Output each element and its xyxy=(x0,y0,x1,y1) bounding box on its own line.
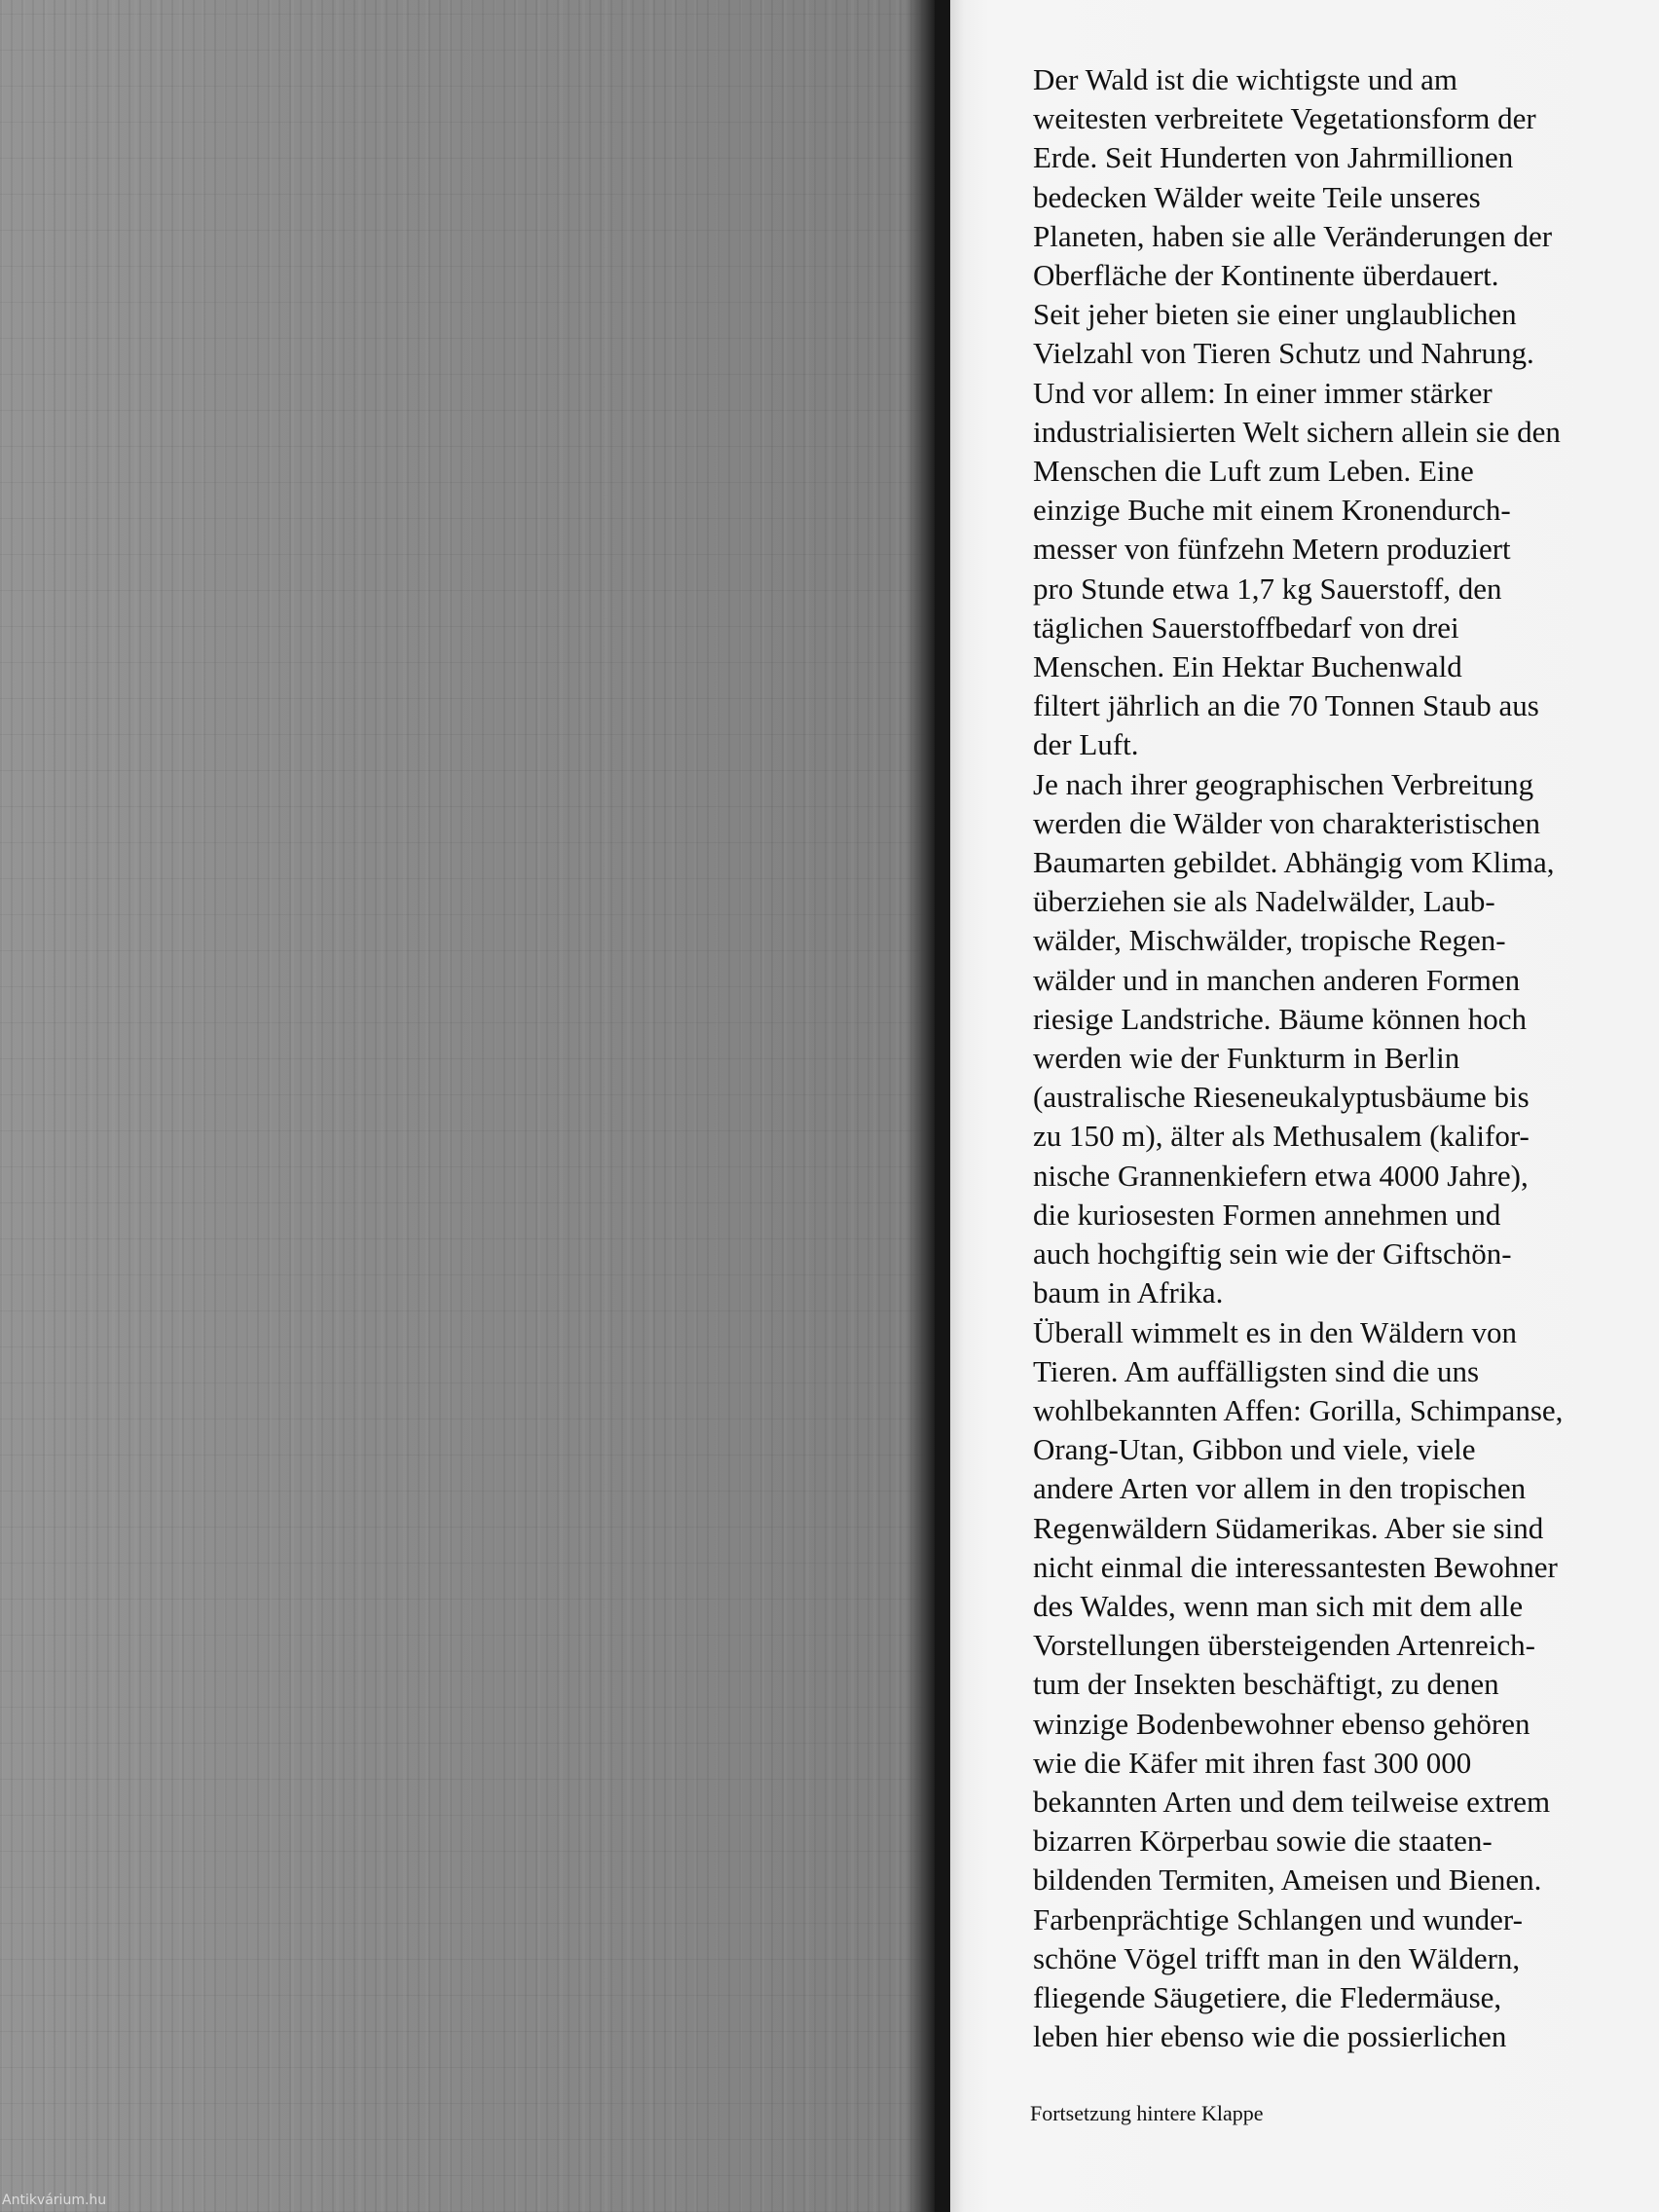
text-line: (australische Rieseneukalyptusbäume bis xyxy=(1033,1080,1530,1115)
text-line: der Luft. xyxy=(1033,727,1139,762)
text-line: baum in Afrika. xyxy=(1033,1275,1224,1310)
text-line: täglichen Sauerstoffbedarf von drei xyxy=(1033,609,1459,645)
watermark: Antikvárium.hu xyxy=(2,2193,107,2208)
spine-gap xyxy=(935,0,950,2212)
text-line: bizarren Körperbau sowie die staaten- xyxy=(1033,1824,1493,1859)
text-line: Und vor allem: In einer immer stärker xyxy=(1033,375,1493,410)
text-line: nische Grannenkiefern etwa 4000 Jahre), xyxy=(1033,1158,1529,1193)
text-line: die kuriosesten Formen annehmen und xyxy=(1033,1197,1501,1232)
text-line: werden wie der Funkturm in Berlin xyxy=(1033,1041,1460,1076)
spine-shadow xyxy=(905,0,935,2212)
text-line: bedecken Wälder weite Teile unseres xyxy=(1033,179,1481,214)
text-line: bekannten Arten und dem teilweise extrem xyxy=(1033,1784,1551,1819)
text-line: wälder, Mischwälder, tropische Regen- xyxy=(1033,923,1506,958)
text-line: wie die Käfer mit ihren fast 300 000 xyxy=(1033,1745,1472,1780)
text-line: messer von fünfzehn Metern produziert xyxy=(1033,532,1511,567)
text-line: Seit jeher bieten sie einer unglaublichen xyxy=(1033,297,1517,332)
text-line: pro Stunde etwa 1,7 kg Sauerstoff, den xyxy=(1033,571,1502,606)
text-line: Je nach ihrer geographischen Verbreitung xyxy=(1033,766,1534,801)
text-line: Orang-Utan, Gibbon und viele, viele xyxy=(1033,1432,1476,1467)
text-line: des Waldes, wenn man sich mit dem alle xyxy=(1033,1588,1524,1623)
text-line: riesige Landstriche. Bäume können hoch xyxy=(1033,1001,1528,1036)
text-line: industrialisierten Welt sichern allein sie den xyxy=(1033,414,1561,449)
text-line: leben hier ebenso wie die possierlichen xyxy=(1033,2019,1507,2054)
text-line: werden die Wälder von charakteristischen xyxy=(1033,805,1541,840)
text-line: Vielzahl von Tieren Schutz und Nahrung. xyxy=(1033,336,1534,371)
flap-text xyxy=(1033,60,1652,2056)
text-line: zu 150 m), älter als Methusalem (kalifor- xyxy=(1033,1119,1530,1154)
text-line: schöne Vögel trifft man in den Wäldern, xyxy=(1033,1940,1521,1975)
text-line: wohlbekannten Affen: Gorilla, Schimpanse, xyxy=(1033,1392,1564,1427)
text-line: Erde. Seit Hunderten von Jahrmillionen xyxy=(1033,140,1514,175)
text-line: weitesten verbreitete Vegetationsform der xyxy=(1033,101,1536,136)
text-line: bildenden Termiten, Ameisen und Bienen. xyxy=(1033,1862,1542,1898)
continued-note: Fortsetzung hintere Klappe xyxy=(1030,2101,1264,2125)
text-line: Überall wimmelt es in den Wäldern von xyxy=(1033,1314,1518,1349)
text-line: überziehen sie als Nadelwälder, Laub- xyxy=(1033,884,1495,919)
text-line: auch hochgiftig sein wie der Giftschön- xyxy=(1033,1236,1512,1272)
text-line: wälder und in manchen anderen Formen xyxy=(1033,962,1521,997)
text-line: filtert jährlich an die 70 Tonnen Staub aus xyxy=(1033,688,1539,723)
text-line: winzige Bodenbewohner ebenso gehören xyxy=(1033,1706,1530,1741)
text-line: Baumarten gebildet. Abhängig vom Klima, xyxy=(1033,845,1555,880)
text-line: Der Wald ist die wichtigste und am xyxy=(1033,62,1458,96)
text-line: Menschen. Ein Hektar Buchenwald xyxy=(1033,649,1462,684)
text-line: Tieren. Am auffälligsten sind die uns xyxy=(1033,1353,1480,1388)
text-line: Regenwäldern Südamerikas. Aber sie sind xyxy=(1033,1510,1544,1545)
text-line: andere Arten vor allem in den tropischen xyxy=(1033,1471,1527,1506)
text-line: Oberfläche der Kontinente überdauert. xyxy=(1033,258,1499,293)
text-line: Vorstellungen übersteigenden Artenreich- xyxy=(1033,1628,1535,1663)
text-line: tum der Insekten beschäftigt, zu denen xyxy=(1033,1667,1499,1702)
text-line: fliegende Säugetiere, die Fledermäuse, xyxy=(1033,1979,1502,2014)
text-line: Planeten, haben sie alle Veränderungen der xyxy=(1033,218,1553,253)
text-line: Farbenprächtige Schlangen und wunder- xyxy=(1033,1901,1523,1936)
text-line: einzige Buche mit einem Kronendurch- xyxy=(1033,493,1511,528)
text-line: Menschen die Luft zum Leben. Eine xyxy=(1033,454,1474,489)
text-line: nicht einmal die interessantesten Bewohner xyxy=(1033,1549,1558,1584)
